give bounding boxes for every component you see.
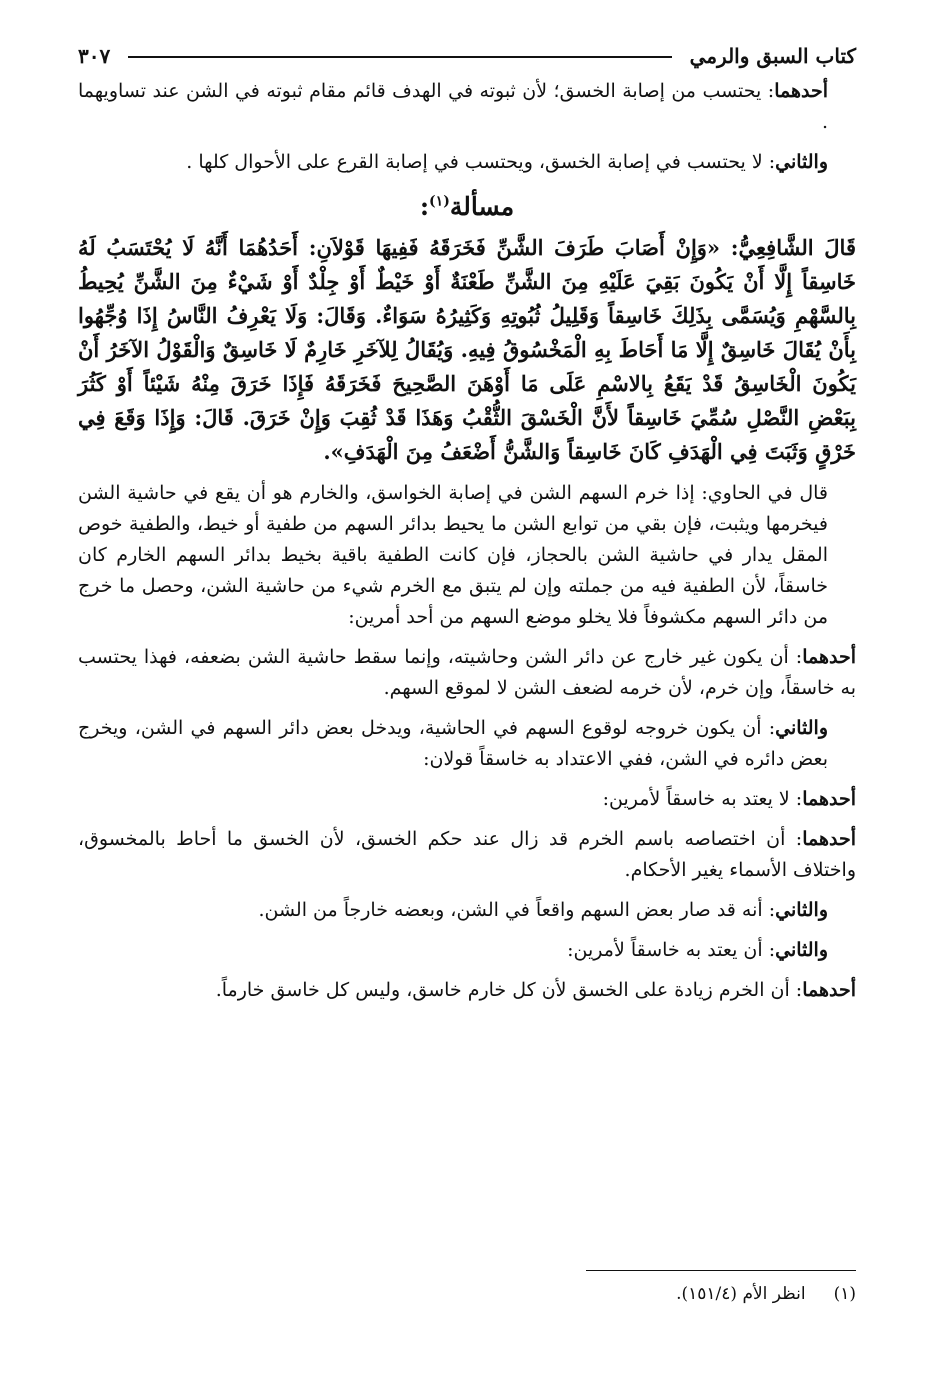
paragraph-text: : أن يكون غير خارج عن دائر الشن وحاشيته، وإنما سقط حاشية الشن بضعفه، فهذا يحتسب به خاسقاً، وإن خرم، لأن خرمه لضعف الشن لا لموقع السهم.	[78, 646, 856, 699]
page-number: ٣٠٧	[78, 44, 111, 68]
paragraph	[78, 895, 856, 926]
footnote-ref: (١)	[429, 193, 450, 210]
paragraph-text: : لا يعتد به خاسقاً لأمرين:	[602, 788, 803, 810]
paragraph	[78, 784, 856, 815]
paragraph-text: : أن يكون خروجه لوقوع السهم في الحاشية، ويدخل بعض دائر السهم في الشن، ويخرج بعض دائره في الشن، ففي الاعتداد به خاسقاً قولان:	[78, 717, 828, 770]
paragraph-text: : أن يعتد به خاسقاً لأمرين:	[567, 939, 776, 961]
paragraph-label: والثاني	[775, 717, 828, 739]
paragraph	[78, 935, 856, 966]
paragraph-text: : أن اختصاصه باسم الخرم قد زال عند حكم الخسق، لأن الخسق ما أحاط بالمخسوق، واختلاف الأسماء يغير الأحكام.	[78, 828, 856, 881]
paragraph-text: : أن الخرم زيادة على الخسق لأن كل خارم خاسق، وليس كل خاسق خارماً.	[215, 979, 803, 1001]
paragraph-text: : يحتسب من إصابة الخسق؛ لأن ثبوته في الهدف قائم مقام ثبوته في الشن عند تساويهما .	[78, 80, 828, 133]
paragraph	[78, 147, 856, 178]
paragraph-label: أحدهما	[802, 646, 856, 668]
shafii-quote: قَالَ الشَّافِعِيُّ: «وَإِنْ أَصَابَ طَرَفَ الشَّنِّ فَخَرَقَهُ فَفِيهَا قَوْلاَنِ: أَحَدُهُمَا أَنَّهُ لَا يُحْتَسَبُ لَهُ خَاسِقاً إِلَّا أَنْ يَكُونَ بَقِيَ عَلَيْهِ مِنَ الشَّنِّ طَعْنَةٌ أَوْ خَيْطٌ أَوْ جِلْدٌ أَوْ شَيْءٌ مِنَ الشَّنِّ يُحِيطُ بِالسَّهْمِ وَيُسَمَّى بِذَلِكَ خَاسِقاً وَقَلِيلُ ثُبُوتِهِ وَكَثِيرُهُ سَوَاءٌ. وَقَالَ: وَلَا يَعْرِفُ النَّاسُ إِذَا وُجِّهُوا بِأَنْ يُقَالَ خَاسِقٌ إِلَّا مَا أَحَاطَ بِهِ الْمَخْسُوقُ فِيهِ. وَيُقَالُ لِلآخَرِ خَارِمٌ لَا خَاسِقٌ وَالْقَوْلُ الآخَرُ أَنْ يَكُونَ الْخَاسِقُ قَدْ يَقَعُ بِالاسْمِ عَلَى مَا أَوْهَنَ الصَّحِيحَ فَخَرَقَهُ فَإِذَا خَرَقَ مِنْهُ شَيْئاً أَوْ كَثُرَ بِبَعْضِ النَّصْلِ سُمِّيَ خَاسِقاً لأَنَّ الْخَسْقَ الثُّقْبُ وَهَذَا قَدْ ثُقِبَ وَإِنْ خَرَقَ. قَالَ: وَإِذَا وَقَعَ فِي خَرْقٍ وَثَبَتَ فِي الْهَدَفِ كَانَ خَاسِقاً وَالشَّنُّ أَضْعَفُ مِنَ الْهَدَفِ».	[78, 235, 856, 464]
paragraph	[78, 975, 856, 1006]
heading-colon: :	[419, 192, 430, 221]
heading-title: مسألة	[449, 192, 515, 221]
page-header	[78, 28, 856, 68]
paragraph-label: والثاني	[775, 899, 828, 921]
paragraph-label: والثاني	[775, 939, 828, 961]
header-rule	[128, 56, 671, 58]
paragraph-label: والثاني	[775, 151, 828, 173]
paragraph	[78, 642, 856, 704]
footnote-text: انظر الأم (١٥١/٤).	[676, 1284, 806, 1304]
paragraph-text: : لا يحتسب في إصابة الخسق، ويحتسب في إصابة القرع على الأحوال كلها .	[186, 151, 776, 173]
footnote	[78, 1284, 856, 1304]
hawi-paragraph: قال في الحاوي: إذا خرم السهم الشن في إصابة الخواسق، والخارم هو أن يقع في حاشية الشن فيخرمها ويثبت، فإن بقي من توابع الشن ما يحيط بدائر السهم من طفية أو خيط، والطفية خوص المقل يدار في حاشية الشن بالحجاز، فإن كانت الطفية باقية بخيط بدائر السهم الخارم كان خاسقاً، لأن الطفية فيه من جملته وإن لم يتبق مع الخرم شيء من حاشية الشن، وحصل ما خرج من دائر السهم مكشوفاً فلا يخلو موضع السهم من أحد أمرين:	[78, 482, 828, 628]
footnote-rule	[586, 1270, 856, 1271]
paragraph-label: أحدهما	[802, 828, 856, 850]
book-title: كتاب السبق والرمي	[689, 44, 856, 68]
paragraph-label: أحدهما	[774, 80, 828, 102]
paragraph-label: أحدهما	[802, 788, 856, 810]
paragraph	[78, 824, 856, 886]
paragraph-text: : أنه قد صار بعض السهم واقعاً في الشن، وبعضه خارجاً من الشن.	[258, 899, 776, 921]
paragraph	[78, 713, 856, 775]
paragraph-label: أحدهما	[802, 979, 856, 1001]
footnote-number: (١)	[833, 1284, 856, 1304]
paragraph	[78, 76, 856, 138]
section-heading	[78, 192, 856, 221]
body-text	[78, 76, 856, 1006]
